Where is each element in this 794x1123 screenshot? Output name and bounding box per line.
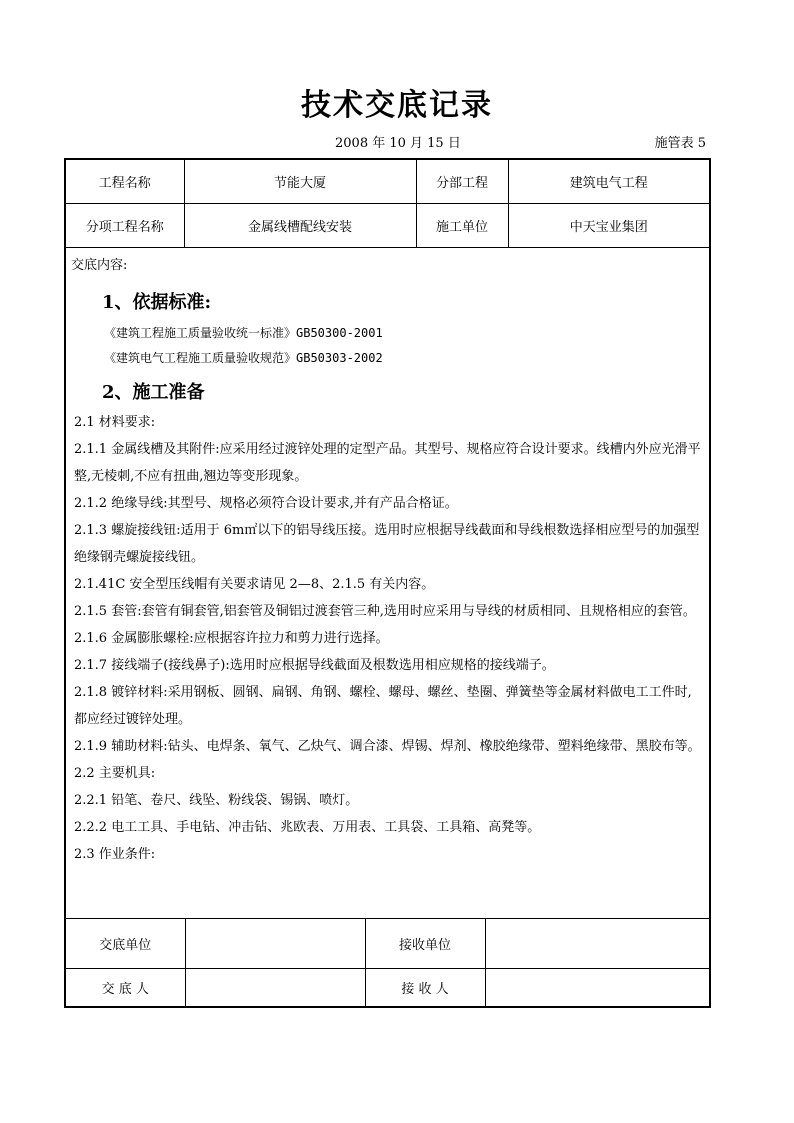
record-form [64,158,711,1008]
paragraph: 2.1.2 绝缘导线:其型号、规格必须符合设计要求,并有产品合格证。 [74,496,458,511]
receiver-field[interactable] [485,969,709,1007]
paragraph: 2.1.1 金属线槽及其附件:应采用经过渡锌处理的定型产品。其型号、规格应符合设计要求。线槽内外应光滑平整,无棱刺,不应有扭曲,翘边等变形现象。 [74,442,701,484]
project-name-value[interactable]: 节能大厦 [184,160,416,204]
issuer-unit-field[interactable] [185,919,365,969]
issuer-field[interactable] [185,969,365,1007]
division-label: 分部工程 [416,160,508,204]
paragraph: 2.2.2 电工工具、手电钻、冲击钻、兆欧表、万用表、工具袋、工具箱、高凳等。 [74,820,541,835]
document-date: 2008 年 10 月 15 日 [335,136,461,151]
division-value[interactable]: 建筑电气工程 [508,160,709,204]
paragraph: 2.1.7 接线端子(接线鼻子):选用时应根据导线截面及根数选用相应规格的接线端子。 [74,658,555,673]
content-label: 交底内容: [71,258,128,273]
receiver-label: 接 收 人 [365,969,485,1007]
signoff-table [66,918,709,1007]
form-number: 施管表 5 [654,136,706,151]
paragraph: 2.2.1 铅笔、卷尺、线坠、粉线袋、锡锅、喷灯。 [74,793,359,808]
handover-content [66,250,709,920]
header-table [66,160,709,248]
paragraph: 2.1.6 金属膨胀螺栓:应根据容许拉力和剪力进行选择。 [74,631,389,646]
paragraph: 2.3 作业条件: [74,847,156,862]
standard-item-2: 《建筑电气工程施工质量验收规范》GB50303-2002 [104,351,383,365]
paragraph: 2.2 主要机具: [74,766,156,781]
contractor-label: 施工单位 [416,204,508,248]
header-row-project [66,160,709,204]
subitem-value[interactable]: 金属线槽配线安装 [184,204,416,248]
paragraph: 2.1.9 辅助材料:钻头、电焊条、氧气、乙炔气、调合漆、焊锡、焊剂、橡胶绝缘带、塑料绝缘带、黑胶布等。 [74,739,701,754]
paragraph: 2.1 材料要求: [74,415,156,430]
document-title: 技术交底记录 [301,88,493,123]
paragraph: 2.1.5 套管:套管有铜套管,铝套管及铜铝过渡套管三种,选用时应采用与导线的材质相同、且规格相应的套管。 [74,604,696,619]
receiver-unit-field[interactable] [485,919,709,969]
paragraph: 2.1.41C 安全型压线帽有关要求请见 2—8、2.1.5 有关内容。 [74,577,435,592]
standard-item-1: 《建筑工程施工质量验收统一标准》GB50300-2001 [104,326,383,340]
signoff-row-units [66,919,709,969]
receiver-unit-label: 接收单位 [365,919,485,969]
issuer-label: 交 底 人 [66,969,185,1007]
paragraph: 2.1.8 镀锌材料:采用钢板、圆钢、扁钢、角钢、螺栓、螺母、螺丝、垫圈、弹簧垫等金属材料做电工工件时,都应经过镀锌处理。 [74,685,692,727]
issuer-unit-label: 交底单位 [66,919,185,969]
section1-heading: 1、依据标准: [102,292,212,313]
subitem-label: 分项工程名称 [66,204,184,248]
signoff-row-persons [66,969,709,1007]
section2-heading: 2、施工准备 [102,382,205,403]
contractor-value[interactable]: 中天宝业集团 [508,204,709,248]
paragraph: 2.1.3 螺旋接线钮:适用于 6m㎡以下的铝导线压接。选用时应根据导线截面和导线根数选择相应型号的加强型绝缘钢壳螺旋接线钮。 [74,523,700,565]
header-row-subitem [66,204,709,248]
project-name-label: 工程名称 [66,160,184,204]
preparation-body [74,409,704,868]
